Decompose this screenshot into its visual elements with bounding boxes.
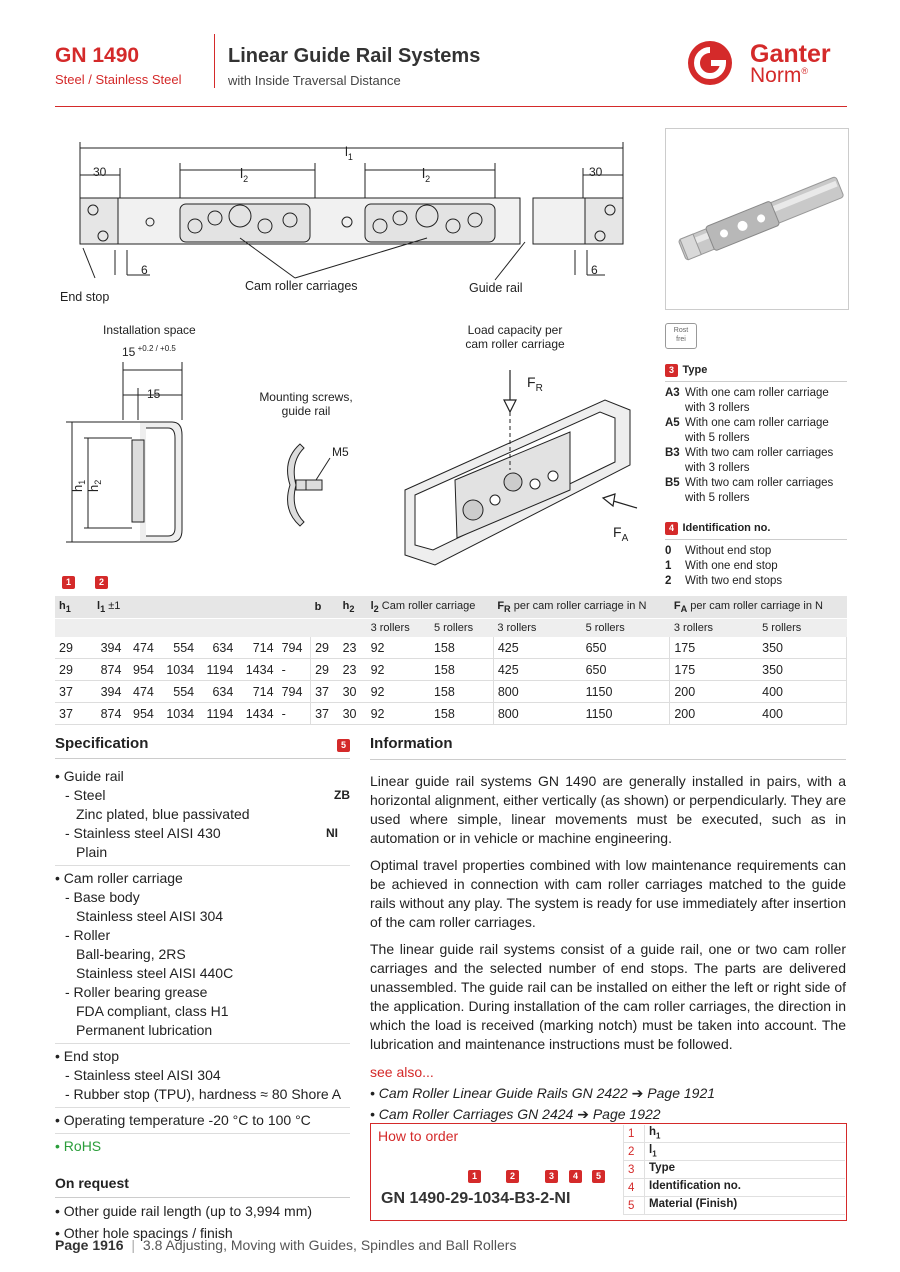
table-cell: 37 xyxy=(55,703,93,725)
id-item: 0 Without end stop xyxy=(665,545,772,557)
label-m5: M5 xyxy=(332,445,349,459)
spec-guide-rail: • Guide rail xyxy=(55,768,124,784)
table-cell: 30 xyxy=(339,703,367,725)
spec-plain: Plain xyxy=(55,843,350,866)
on-request-title: On request xyxy=(55,1174,350,1198)
sub-header: 5 rollers xyxy=(430,619,493,638)
table-cell: 29 xyxy=(55,637,93,659)
table-cell: 794 xyxy=(278,681,311,703)
table-cell: 92 xyxy=(367,681,430,703)
order-title: How to order xyxy=(378,1128,459,1144)
table-cell: 29 xyxy=(311,659,339,681)
table-cell: 400 xyxy=(758,703,846,725)
table-cell: 634 xyxy=(198,637,237,659)
info-title: Information xyxy=(370,735,453,752)
spec-endstop: • End stop xyxy=(55,1048,120,1064)
order-badges xyxy=(468,1170,605,1183)
badge-5: 5 xyxy=(337,739,350,752)
table-cell: 954 xyxy=(125,703,157,725)
dim-30-left: 30 xyxy=(93,165,107,179)
dim-h1: $h_1$ xyxy=(70,479,87,492)
info-paragraph: Optimal travel properties combined with low maintenance requirements can be achieved in connection with cam roller carriages matched to the guide rails without any play. The system is ready for use immediately after insertion of the cam roller carriages. xyxy=(370,857,846,930)
table-cell: 350 xyxy=(758,637,846,659)
dimension-table xyxy=(55,596,847,725)
table-cell: 874 xyxy=(93,703,125,725)
order-badge: 4 xyxy=(569,1170,582,1183)
table-cell: 400 xyxy=(758,681,846,703)
order-badge: 5 xyxy=(592,1170,605,1183)
table-cell: 92 xyxy=(367,637,430,659)
label-guide-rail: Guide rail xyxy=(469,281,523,295)
dim-l2-left: $l_2$ xyxy=(240,165,249,184)
sub-header: 3 rollers xyxy=(493,619,581,638)
type-item: A3 With one cam roller carriage with 3 rollers xyxy=(665,387,829,414)
order-legend-text: Type xyxy=(645,1161,846,1179)
force-fa: $F_A$ xyxy=(613,524,629,544)
table-cell: - xyxy=(278,659,311,681)
table-cell: 474 xyxy=(125,681,157,703)
label-installation-space: Installation space xyxy=(103,323,196,337)
order-legend-num: 3 xyxy=(624,1161,645,1179)
page-subtitle: with Inside Traversal Distance xyxy=(228,73,401,88)
table-row xyxy=(55,637,847,659)
dim-30-right: 30 xyxy=(589,165,603,179)
spec-carriage: • Cam roller carriage xyxy=(55,870,183,886)
dim-l1: $l_1$ xyxy=(345,144,353,162)
dim-6-left: 6 xyxy=(141,263,148,277)
table-cell: 1034 xyxy=(158,659,198,681)
table-cell: 425 xyxy=(493,659,581,681)
table-cell: 175 xyxy=(670,637,758,659)
how-to-order-box xyxy=(370,1123,847,1221)
col-fa: $F_A$ per cam roller carriage in N xyxy=(670,596,847,619)
load-capacity-drawing xyxy=(395,360,645,580)
spec-steel: - Steel ZB xyxy=(65,787,350,803)
table-cell: 1434 xyxy=(237,659,277,681)
see-also-link[interactable]: • Cam Roller Carriages GN 2424 ➔ Page 1922 xyxy=(370,1106,661,1122)
order-legend-num: 2 xyxy=(624,1143,645,1161)
info-paragraph: The linear guide rail systems consist of a guide rail, one or two cam roller carriages and the selected number of end stops. The parts are delivered unassembled. The guide rail can be installed on either the left or right side of the application. During installation of the cam roller carriages, the direction in which the load is received (marking notch) must be taken into account. The lubrication and maintenance instructions must be followed. xyxy=(370,941,846,1052)
table-cell: 37 xyxy=(311,703,339,725)
table-cell: 200 xyxy=(670,681,758,703)
table-cell: 1194 xyxy=(198,703,237,725)
table-cell: 650 xyxy=(582,659,670,681)
sub-header: 5 rollers xyxy=(758,619,846,638)
table-cell: 29 xyxy=(311,637,339,659)
table-cell: 554 xyxy=(158,681,198,703)
table-cell: - xyxy=(278,703,311,725)
label-end-stop: End stop xyxy=(60,290,110,304)
table-cell: 92 xyxy=(367,703,430,725)
spec-grease-lube: Permanent lubrication xyxy=(55,1021,350,1044)
order-legend-row xyxy=(624,1197,846,1215)
table-cell: 158 xyxy=(430,659,493,681)
dim-h2: $h_2$ xyxy=(86,479,103,492)
table-cell: 800 xyxy=(493,703,581,725)
table-cell: 158 xyxy=(430,681,493,703)
order-badge: 3 xyxy=(545,1170,558,1183)
see-also-link[interactable]: • Cam Roller Linear Guide Rails GN 2422 ➔ Page 1921 xyxy=(370,1085,716,1101)
info-paragraph: Linear guide rail systems GN 1490 are generally installed in pairs, with a horizontal alignment, either vertically (as shown) or perpendicularly. They are used where simple, linear movements must be executed, such as in automation or in vehicle or machine engineering. xyxy=(370,773,846,846)
col-l1: $l_1 \pm 1$ xyxy=(93,596,311,619)
label-load-capacity: Load capacity per cam roller carriage xyxy=(465,323,565,351)
table-cell: 1150 xyxy=(582,681,670,703)
logo-text-ganter: Ganter xyxy=(750,40,831,68)
col-l2: $l_2$ Cam roller carriage xyxy=(367,596,494,619)
order-legend-num: 5 xyxy=(624,1197,645,1215)
order-legend-text: $l_1$ xyxy=(645,1143,846,1161)
table-cell: 425 xyxy=(493,637,581,659)
label-cam-roller-carriages: Cam roller carriages xyxy=(245,279,358,293)
header-rule xyxy=(55,106,847,107)
table-cell: 800 xyxy=(493,681,581,703)
table-cell: 874 xyxy=(93,659,125,681)
table-cell: 158 xyxy=(430,703,493,725)
order-legend-row xyxy=(624,1179,846,1197)
table-cell: 394 xyxy=(93,637,125,659)
table-cell: 714 xyxy=(237,681,277,703)
page-title: Linear Guide Rail Systems xyxy=(228,45,481,67)
badge-1: 1 xyxy=(62,576,75,589)
type-list xyxy=(665,386,847,506)
col-b: b xyxy=(311,596,339,619)
spec-steel-finish: Zinc plated, blue passivated xyxy=(76,806,250,822)
order-legend-row xyxy=(624,1143,846,1161)
order-code: GN 1490-29-1034-B3-2-NI xyxy=(381,1190,571,1207)
order-legend-num: 1 xyxy=(624,1125,645,1143)
table-cell: 23 xyxy=(339,659,367,681)
type-item: A5 With one cam roller carriage with 5 rollers xyxy=(665,417,829,444)
dim-l2-right: $l_2$ xyxy=(422,165,431,184)
spec-endstop-mat: - Stainless steel AISI 304 xyxy=(65,1067,221,1083)
table-cell: 1434 xyxy=(237,703,277,725)
table-cell: 954 xyxy=(125,659,157,681)
order-badge: 2 xyxy=(506,1170,519,1183)
spec-temperature: • Operating temperature -20 °C to 100 °C xyxy=(55,1111,350,1134)
table-cell: 30 xyxy=(339,681,367,703)
badge-3: 3 xyxy=(665,364,678,377)
information-section xyxy=(370,735,846,1125)
table-row xyxy=(55,681,847,703)
order-legend-row xyxy=(624,1125,846,1143)
order-legend-row xyxy=(624,1161,846,1179)
guide-rail-photo-icon xyxy=(666,129,848,309)
table-cell: 29 xyxy=(55,659,93,681)
spec-roller-mat: Stainless steel AISI 440C xyxy=(76,965,234,981)
table-cell: 350 xyxy=(758,659,846,681)
ganter-logo-icon xyxy=(685,38,745,88)
order-legend-text: Material (Finish) xyxy=(645,1197,846,1215)
dim-6-right: 6 xyxy=(591,263,598,277)
col-h2: $h_2$ xyxy=(339,596,367,619)
footer: Page 1916 | 3.8 Adjusting, Moving with Guides, Spindles and Ball Rollers xyxy=(55,1237,517,1253)
table-cell: 175 xyxy=(670,659,758,681)
spec-base-mat: Stainless steel AISI 304 xyxy=(76,908,224,924)
order-legend xyxy=(623,1125,845,1215)
sub-header: 3 rollers xyxy=(670,619,758,638)
badge-2: 2 xyxy=(95,576,108,589)
col-fr: $F_R$ per cam roller carriage in N xyxy=(493,596,670,619)
header-divider xyxy=(214,34,215,88)
force-fr: $F_R$ xyxy=(527,374,543,394)
product-photo xyxy=(665,128,849,310)
table-row xyxy=(55,703,847,725)
logo-text-norm: Norm® xyxy=(750,64,808,87)
rail-assembly-drawing xyxy=(55,130,645,310)
table-cell: 794 xyxy=(278,637,311,659)
sub-header: 5 rollers xyxy=(582,619,670,638)
dim-15: 15 xyxy=(147,387,161,401)
spec-grease-fda: FDA compliant, class H1 xyxy=(76,1003,229,1019)
type-item: B5 With two cam roller carriages with 5 rollers xyxy=(665,477,834,504)
table-cell: 474 xyxy=(125,637,157,659)
table-row xyxy=(55,659,847,681)
table-cell: 714 xyxy=(237,637,277,659)
table-cell: 1194 xyxy=(198,659,237,681)
mounting-screw-drawing xyxy=(270,440,360,530)
label-mounting-screws: Mounting screws, guide rail xyxy=(259,390,353,418)
id-item: 1 With one end stop xyxy=(665,560,778,572)
table-cell: 650 xyxy=(582,637,670,659)
table-cell: 634 xyxy=(198,681,237,703)
table-cell: 37 xyxy=(55,681,93,703)
stainless-icon: Rost frei xyxy=(665,323,697,349)
spec-endstop-rubber: - Rubber stop (TPU), hardness ≈ 80 Shore A xyxy=(55,1085,350,1108)
badge-4: 4 xyxy=(665,522,678,535)
order-badge: 1 xyxy=(468,1170,481,1183)
spec-rohs: • RoHS xyxy=(55,1138,102,1154)
spec-roller-bearing: Ball-bearing, 2RS xyxy=(76,946,186,962)
see-also-label: see also... xyxy=(370,1064,434,1080)
request-item: • Other hole spacings / finish xyxy=(55,1225,233,1241)
specification-section xyxy=(55,735,350,1243)
table-cell: 1150 xyxy=(582,703,670,725)
id-heading: 4 Identification no. xyxy=(665,518,847,540)
type-section xyxy=(665,360,847,589)
spec-title: Specification xyxy=(55,735,149,752)
table-cell: 394 xyxy=(93,681,125,703)
col-h1: $h_1$ xyxy=(55,596,93,619)
product-material: Steel / Stainless Steel xyxy=(55,72,182,87)
table-cell: 158 xyxy=(430,637,493,659)
sub-header: 3 rollers xyxy=(367,619,430,638)
installation-tolerance: 15 $^{+0.2 / +0.5}$ xyxy=(122,344,176,359)
spec-grease: - Roller bearing grease xyxy=(65,984,208,1000)
spec-base: - Base body xyxy=(65,889,140,905)
id-list xyxy=(665,544,847,589)
order-legend-text: $h_1$ xyxy=(645,1125,846,1143)
id-item: 2 With two end stops xyxy=(665,575,783,587)
spec-roller: - Roller xyxy=(65,927,111,943)
type-heading: 3 Type xyxy=(665,360,847,382)
table-cell: 92 xyxy=(367,659,430,681)
type-item: B3 With two cam roller carriages with 3 rollers xyxy=(665,447,834,474)
spec-stainless: - Stainless steel AISI 430 NI xyxy=(65,825,338,841)
installation-space-drawing xyxy=(60,360,200,560)
table-cell: 23 xyxy=(339,637,367,659)
order-legend-num: 4 xyxy=(624,1179,645,1197)
table-cell: 554 xyxy=(158,637,198,659)
order-legend-text: Identification no. xyxy=(645,1179,846,1197)
request-item: • Other guide rail length (up to 3,994 mm) xyxy=(55,1203,313,1219)
table-cell: 37 xyxy=(311,681,339,703)
product-code: GN 1490 xyxy=(55,44,140,67)
table-cell: 1034 xyxy=(158,703,198,725)
table-cell: 200 xyxy=(670,703,758,725)
